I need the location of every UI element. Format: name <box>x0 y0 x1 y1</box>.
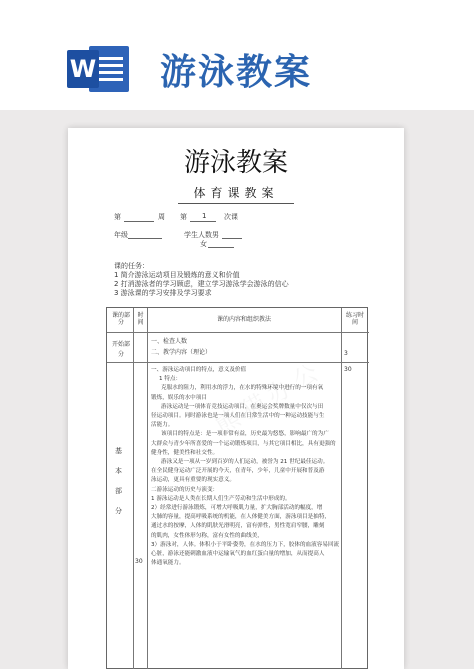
content-line: 1 特点： <box>159 376 182 383</box>
grade-label: 年级 <box>114 231 128 239</box>
content-line: 大群众与青少年所喜爱的一个运动锻炼项目，与其它项目相比，具有更强的 <box>151 440 336 447</box>
row2-part-char: 分 <box>115 507 122 515</box>
task-item: 1 简介游泳运动项目及锻炼的意义和价值 <box>114 271 240 279</box>
document-title: 游泳教案 <box>183 148 288 178</box>
table-divider <box>107 332 369 333</box>
content-line: 体通氧能力。 <box>151 560 185 567</box>
content-line: 活能力。 <box>151 422 174 429</box>
document-subtitle: 体育课教案 <box>193 186 279 200</box>
content-line: 一、游泳运动项目的特点，意义及价值 <box>151 367 247 373</box>
content-line: 在全民健身运动广泛开展的今天，在青年，少年，儿童中开展和普及游 <box>151 468 325 475</box>
content-line: 锻炼，娱乐的水中项目 <box>151 394 207 401</box>
word-icon-letter: W <box>67 50 99 88</box>
row1-line: 一、检查人数 <box>151 338 188 345</box>
row1-practice: 3 <box>344 350 348 357</box>
row2-practice: 30 <box>344 366 352 373</box>
task-item: 2 打消游泳者的学习顾虑，建立学习游泳学会游泳的信心 <box>114 280 289 288</box>
di-label: 第 <box>180 213 187 221</box>
lesson-suffix: 次课 <box>224 213 238 221</box>
content-line: 二游泳运动的历史与演变： <box>151 486 219 493</box>
content-line: 2）经常进行游泳锻炼，可增大呼吸肌力量，扩大胸部活动的幅度，增 <box>151 505 323 512</box>
lesson-number: 1 <box>202 212 207 220</box>
header-practice: 练习时间 <box>345 312 364 326</box>
tasks-title: 课的任务： <box>114 262 149 270</box>
female-label: 女 <box>200 240 207 248</box>
content-line: 3）游泳对，人体。体积小于平卧姿势，在水的压力下，胶体的血液容易回流 <box>151 541 339 548</box>
lesson-blank <box>190 221 216 222</box>
row2-part-char: 基 <box>115 447 122 455</box>
content-line: 通过水的按摩，人体的肌肤光滑明亮，富有弹性，男性宽肩窄腰，雕刻 <box>151 523 325 530</box>
task-item: 3 游泳课的学习安排及学习要求 <box>114 289 212 297</box>
grade-blank <box>128 238 162 239</box>
week-blank <box>124 221 154 222</box>
lesson-tasks <box>114 262 289 298</box>
row1-line: 二、教学内容（理论） <box>151 349 212 356</box>
header-time: 时间 <box>137 312 144 326</box>
subtitle-underline <box>178 203 294 204</box>
word-icon-line <box>98 78 123 81</box>
content-line: 1 游泳运动是人类在长期人们生产劳动和生活中形成的。 <box>151 495 291 502</box>
content-line: 该项目的特点是：是一项非常有益，历史最为悠悠，影响最广的为广 <box>161 431 329 438</box>
content-line: 游泳又是一项从一岁到百岁的人们运动，被誉为 21 世纪最佳运动。 <box>161 459 329 466</box>
content-line: 克服水的阻力，利用水的浮力，在水的特殊环境中进行的一项有氧 <box>161 385 324 392</box>
row2-part-char: 本 <box>115 467 122 475</box>
word-app-icon <box>67 44 131 94</box>
zhou-label: 周 <box>158 213 165 221</box>
week-label: 第 <box>114 213 121 221</box>
word-icon-line <box>98 64 123 67</box>
header-banner <box>0 0 474 110</box>
content-line: 泳运动，更具有重要的现实意义。 <box>151 477 235 484</box>
header-title: 游泳教案 <box>160 52 313 93</box>
lesson-table <box>106 307 368 669</box>
content-line: 的肌肉，女性体形匀称，富有女性的曲线美， <box>151 532 263 539</box>
male-blank <box>222 238 242 239</box>
row1-part: 开始部分 <box>111 341 130 358</box>
content-line: 径运动项目。同时游泳也是一项人们在日常生活中的一种运动技能与生 <box>151 413 325 420</box>
row2-time: 30 <box>135 558 143 565</box>
header-content: 课的内容和组织教法 <box>216 316 271 323</box>
content-line: 游泳运动是一项体育竞技运动项目，在奥运会奖牌数量中仅次与田 <box>161 403 324 410</box>
row2-part-char: 部 <box>115 487 122 495</box>
content-line: 心脏，游泳还能刺激血液中运输氧气的血红蛋白量的增加，从而提高人 <box>151 551 325 558</box>
content-line: 健身性，健美性和社交性。 <box>151 449 219 456</box>
row1-content <box>151 336 339 358</box>
female-blank <box>208 247 234 248</box>
document-page <box>68 128 404 669</box>
students-label: 学生人数男 <box>184 231 219 239</box>
content-line: 大肺的容量，提高呼吸系统的机能，在人体健美方面，游泳项目是抽特， <box>151 514 331 521</box>
table-divider <box>107 362 369 363</box>
word-icon-line <box>98 71 123 74</box>
header-part: 课的部分 <box>111 312 130 326</box>
word-icon-line <box>98 57 123 60</box>
row2-content <box>151 366 339 568</box>
